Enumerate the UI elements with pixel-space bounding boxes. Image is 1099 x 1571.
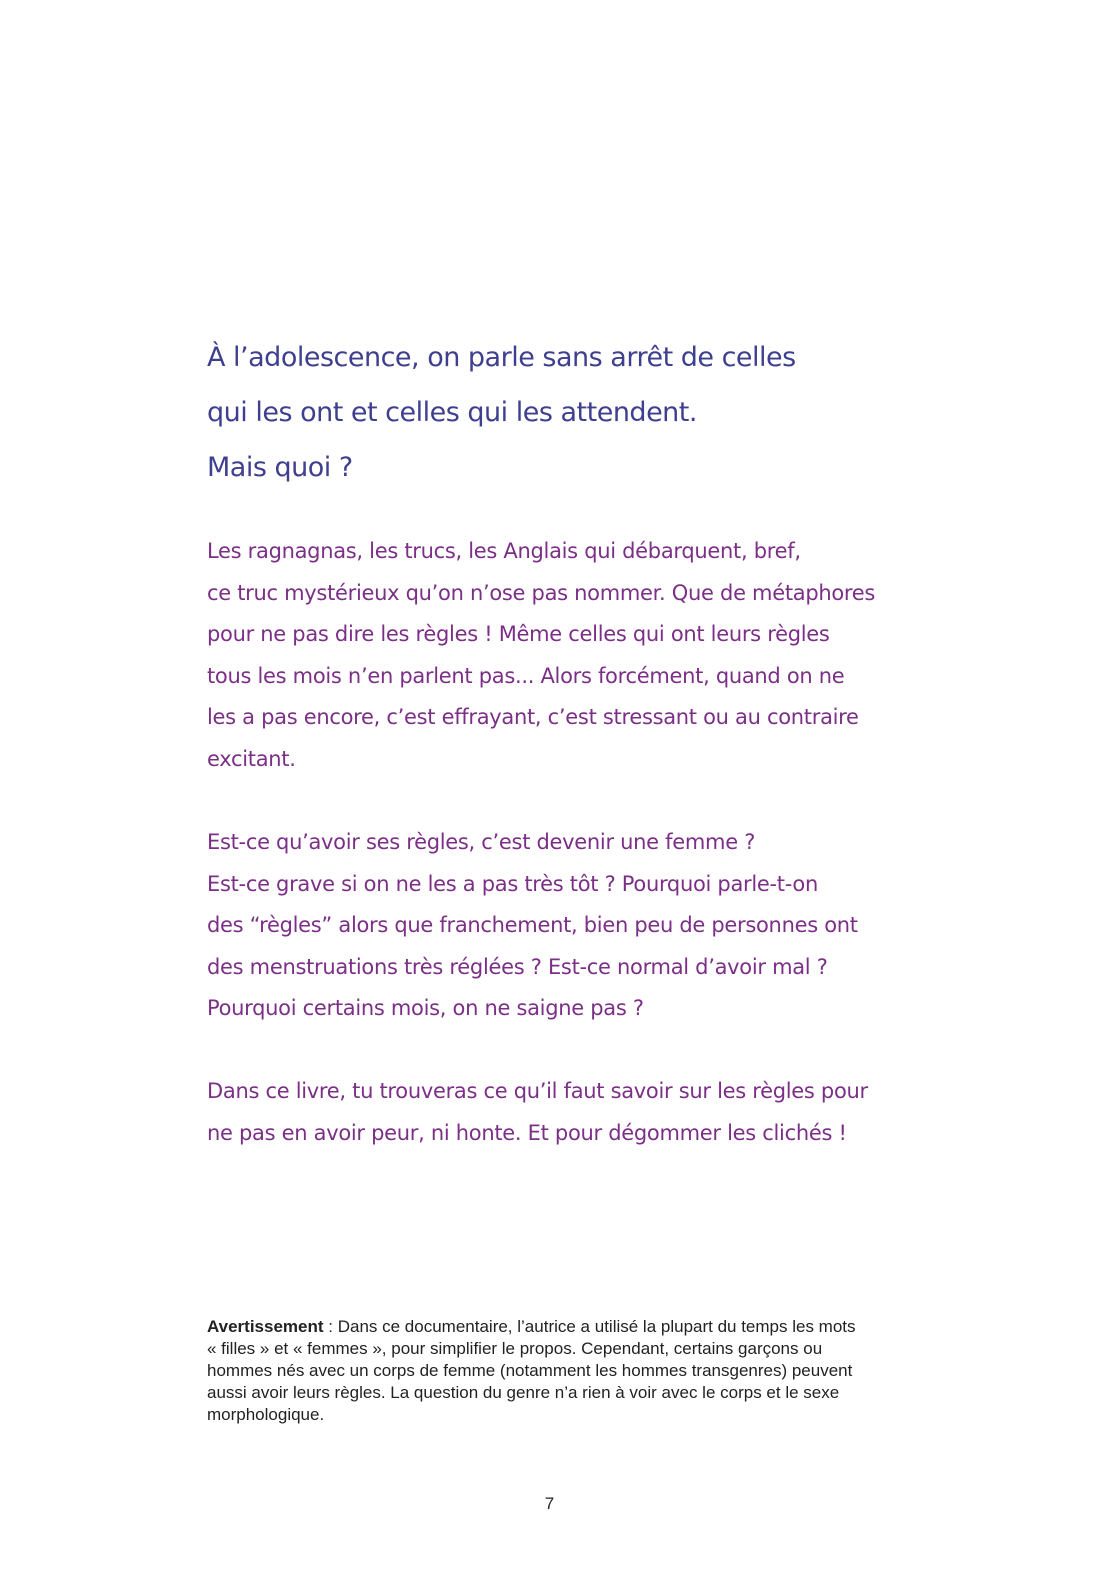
paragraph-line: pour ne pas dire les règles ! Même celles qui ont leurs règles [207,622,830,647]
notice-line: « filles » et « femmes », pour simplifier le propos. Cependant, certains garçons ou [207,1339,823,1358]
paragraph-line: des “règles” alors que franchement, bien peu de personnes ont [207,913,858,938]
paragraph-line: excitant. [207,746,296,771]
notice-line: hommes nés avec un corps de femme (notamment les hommes transgenres) peuvent [207,1361,853,1380]
notice-first-line [207,1316,967,1338]
paragraph-line: Est-ce qu’avoir ses règles, c’est devenir une femme ? [207,830,756,854]
paragraph-line: ce truc mystérieux qu’on n’ose pas nommer. Que de métaphores [207,580,876,605]
conclusion-paragraph [207,1071,967,1154]
heading-line: qui les ont et celles qui les attendent. [207,397,697,428]
paragraph-line: Est-ce grave si on ne les a pas très tôt ? Pourquoi parle-t-on [207,871,818,896]
disclaimer-notice [207,1316,967,1426]
paragraph-line: ne pas en avoir peur, ni honte. Et pour dégommer les clichés ! [207,1120,847,1145]
notice-line: aussi avoir leurs règles. La question du genre n’a rien à voir avec le corps et le sexe [207,1383,840,1402]
paragraph-line: des menstruations très réglées ? Est-ce normal d’avoir mal ? [207,954,828,979]
paragraph-line: Pourquoi certains mois, on ne saigne pas ? [207,996,644,1021]
paragraph-line: les a pas encore, c’est effrayant, c’est stressant ou au contraire [207,705,859,730]
heading-line: À l’adolescence, on parle sans arrêt de celles [207,342,796,373]
notice-separator: : [323,1317,338,1336]
page-number: 7 [544,1494,555,1513]
intro-paragraph [207,531,967,781]
notice-label: Avertissement [207,1317,324,1336]
page-heading [207,330,967,495]
paragraph-line: Les ragnagnas, les trucs, les Anglais qui débarquent, bref, [207,539,801,563]
notice-first-line-text: Dans ce documentaire, l’autrice a utilisé la plupart du temps les mots [337,1317,856,1336]
notice-line: morphologique. [207,1405,325,1424]
heading-line: Mais quoi ? [207,452,353,483]
paragraph-line: tous les mois n’en parlent pas... Alors forcément, quand on ne [207,663,845,688]
questions-paragraph [207,822,967,1030]
paragraph-line: Dans ce livre, tu trouveras ce qu’il faut savoir sur les règles pour [207,1079,868,1103]
